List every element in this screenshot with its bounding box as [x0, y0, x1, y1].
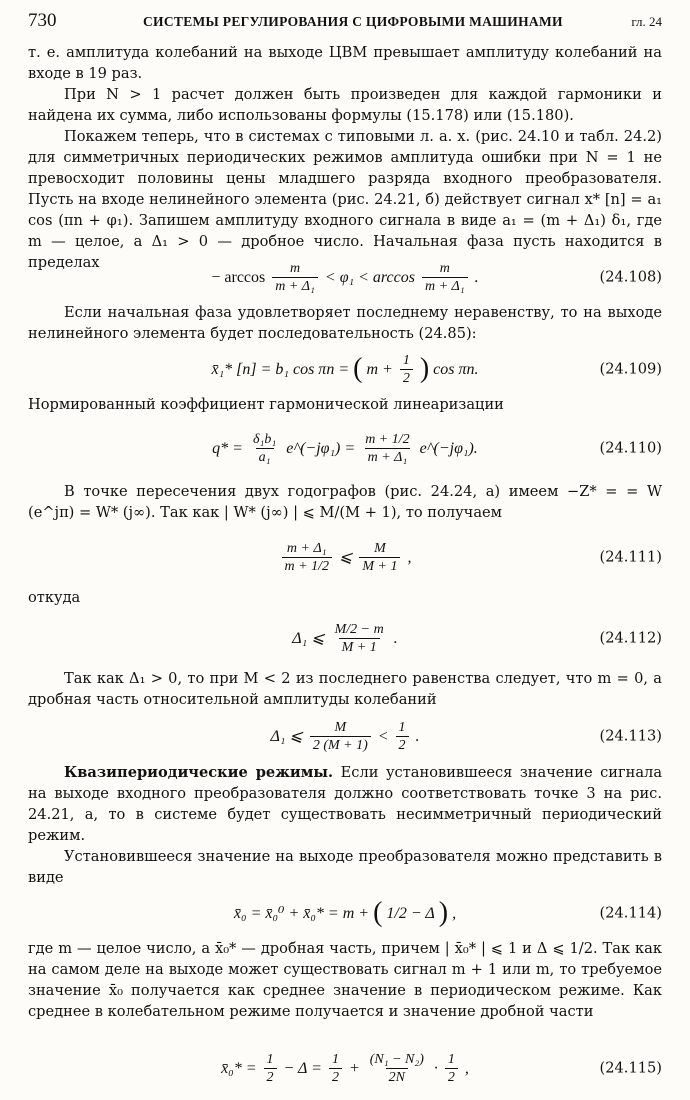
equation-number: (24.110) — [599, 439, 662, 457]
page-header — [28, 10, 662, 38]
paragraph: где m — целое число, а x̄₀* — дробная часть, причем | x̄₀* | ⩽ 1 и Δ ⩽ 1/2. Так как на самом деле на выходе может существовать сигнал m + 1 или m, то требуемое значение x̄₀ получается как среднее значение в периодическом режиме. Как среднее в колебательном режиме получается и значение дробной части — [28, 940, 662, 1020]
paragraph: Квазипериодические режимы. Если установившееся значение сигнала на выходе входного преобразователя должно соответствовать точке 3 на рис. 24.21, а, то в системе будет существовать несимметричный периодический режим. — [28, 764, 663, 844]
paragraph: Покажем теперь, что в системах с типовыми л. а. х. (рис. 24.10 и табл. 24.2) для симметричных периодических режимов амплитуда ошибки при N = 1 не превосходит половины цены младшего разряда входного преобразователя. Пусть на входе нелинейного элемента (рис. 24.21, б) действует сигнал x* [n] = a₁ cos (πn + φ₁). Запишем амплитуду входного сигнала в виде a₁ = (m + Δ₁) δ₁, где m — целое, а Δ₁ > 0 — дробное число. Начальная фаза пусть находится в пределах — [28, 128, 662, 271]
running-title: СИСТЕМЫ РЕГУЛИРОВАНИЯ С ЦИФРОВЫМИ МАШИНАМИ — [143, 14, 563, 29]
equation-number: (24.109) — [599, 360, 662, 378]
chapter-label: гл. 24 — [631, 14, 662, 29]
equation-number: (24.113) — [599, 727, 662, 745]
equation-24-109: x̄₁* [n] = b₁ cos πn = ( m + $\frac{1}{2}$ ) cos πn. (24.109) — [211, 352, 662, 386]
equation-24-111: $\frac{\text{m + Δ₁}}{m + 1/2}$ ⩽ $\frac{M}{M + 1}$ , (24.111) — [28, 527, 662, 587]
equation-number: (24.115) — [599, 1059, 662, 1077]
paragraph: Установившееся значение на выходе преобразователя можно представить в виде — [28, 848, 662, 886]
equation-24-110: q* = $\frac{\text{δ₁b₁}}{\text{a₁}}$ e^(−jφ₁) = $\frac{m + 1/2}{\text{m + Δ₁}}$ e^(−jφ₁). (24.110) — [212, 431, 662, 465]
equation-24-113: Δ₁ ⩽ $\frac{M}{2 (M + 1)}$ < $\frac{1}{2}$ . (24.113) — [270, 719, 662, 753]
paragraph: откуда — [28, 589, 81, 606]
paragraph: В точке пересечения двух годографов (рис. 24.24, а) имеем −Z* = = W (e^jπ) = W* (j∞). Так как | W* (j∞) | ⩽ M/(M + 1), то получаем — [28, 483, 662, 521]
paragraph: т. е. амплитуда колебаний на выходе ЦВМ превышает амплитуду колебаний на входе в 19 раз. — [28, 44, 662, 82]
equation-number: (24.111) — [599, 548, 662, 566]
equation-24-115: x̄₀* = $\frac{1}{2}$ − Δ = $\frac{1}{2}$ + $\frac{\text{(N₁ − N₂)}}{2N}$ · $\frac{1}{2}$ , (24.115) — [221, 1051, 662, 1085]
paragraph: Если начальная фаза удовлетворяет последнему неравенству, то на выходе нелинейного элемента будет последовательность (24.85): — [28, 304, 662, 342]
paragraph: Нормированный коэффициент гармонической линеаризации — [28, 396, 504, 413]
section-title: Квазипериодические режимы. — [64, 764, 334, 781]
paragraph: При N > 1 расчет должен быть произведен для каждой гармоники и найдена их сумма, либо использованы формулы (15.178) или (15.180). — [28, 86, 662, 124]
equation-number: (24.114) — [599, 904, 662, 922]
equation-number: (24.112) — [599, 629, 662, 647]
page-number: 730 — [28, 10, 57, 31]
equation-24-108: − arccos $\frac{m}{\text{m + Δ₁}}$ < φ₁ < arccos $\frac{m}{\text{m + Δ₁}}$ . (24.108) — [211, 260, 662, 294]
equation-number: (24.108) — [599, 268, 662, 286]
equation-24-112: Δ₁ ⩽ $\frac{M/2 - m}{M + 1}$ . (24.112) — [292, 621, 662, 655]
page-body — [28, 42, 662, 1093]
paragraph: Так как Δ₁ > 0, то при M < 2 из последнего равенства следует, что m = 0, а дробная часть относительной амплитуды колебаний — [28, 670, 662, 708]
equation-24-114: x̄₀ = x̄₀⁰ + x̄₀* = m + ( 1/2 − Δ ) , (24.114) — [233, 897, 662, 928]
